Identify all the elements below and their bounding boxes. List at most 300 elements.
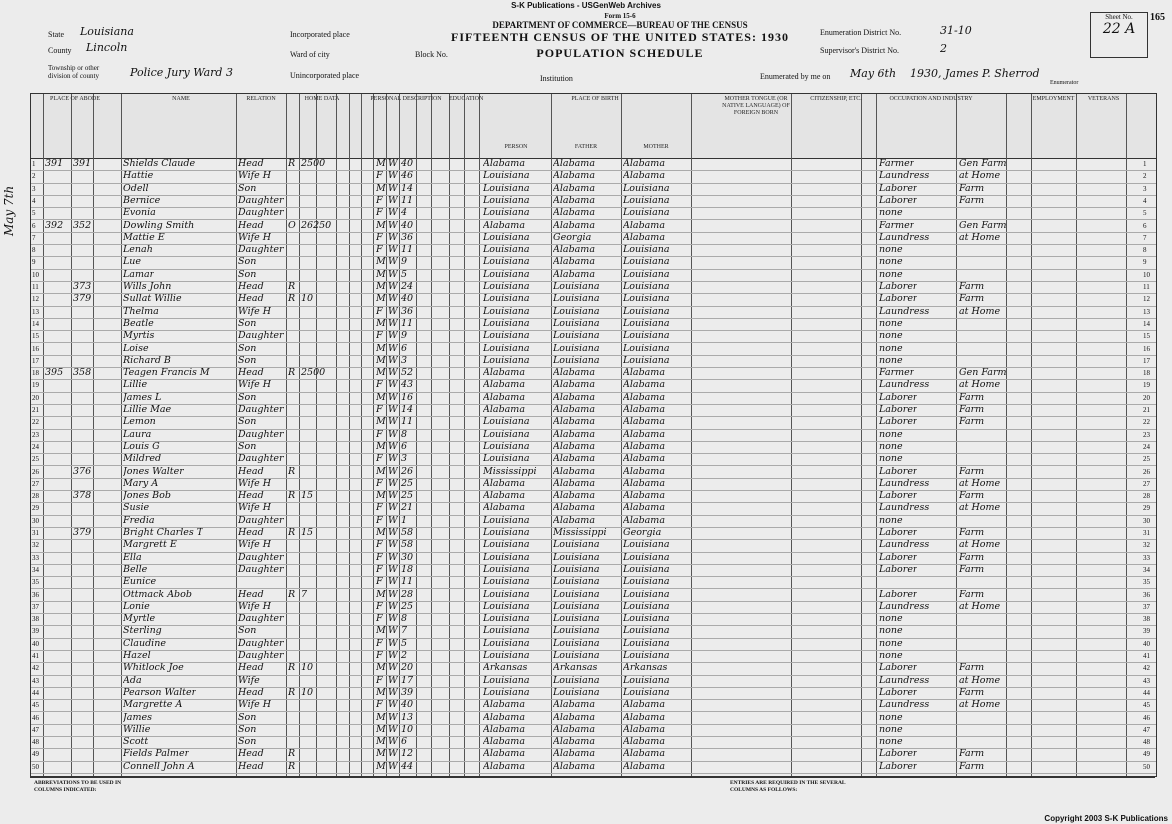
table-row [31, 675, 1156, 688]
race: W [388, 256, 398, 268]
occupation: Laborer [879, 686, 918, 698]
table-row [31, 244, 1156, 257]
line-number-right: 36 [1143, 590, 1150, 599]
line-number-right: 38 [1143, 615, 1150, 624]
sex: F [376, 539, 383, 551]
industry: Farm [959, 527, 985, 538]
age: 58 [401, 539, 414, 551]
table-row [31, 232, 1156, 245]
person-name: Margrette A [123, 699, 183, 711]
line-number: 43 [32, 676, 39, 685]
relation: Head [238, 588, 264, 600]
sex: F [376, 637, 383, 649]
age: 6 [401, 440, 408, 452]
relation: Son [238, 391, 257, 403]
occupation: Laborer [879, 588, 918, 600]
sex: M [376, 760, 386, 772]
line-number: 31 [32, 529, 39, 537]
age: 18 [401, 563, 414, 575]
sex: M [376, 748, 386, 760]
age: 7 [401, 625, 408, 637]
person-name: Fields Palmer [123, 748, 190, 760]
family-number: 379 [73, 293, 92, 305]
line-number-right: 28 [1143, 492, 1150, 501]
relation: Son [238, 736, 257, 748]
family-number: 376 [73, 465, 92, 477]
industry: Farm [959, 686, 985, 698]
person-name: Teagen Francis M [123, 367, 210, 379]
line-number: 16 [32, 344, 39, 353]
industry: Farm [959, 563, 985, 575]
birthplace-person: Louisiana [483, 416, 530, 428]
birthplace-father: Alabama [553, 379, 595, 391]
home-owned: R [288, 281, 296, 292]
industry: Farm [959, 490, 985, 502]
industry: Farm [959, 588, 985, 600]
person-name: Eunice [123, 576, 157, 588]
birthplace-mother: Louisiana [623, 244, 670, 256]
birthplace-father: Georgia [553, 231, 592, 243]
township-label: Township or other division of county [48, 64, 100, 80]
occupation: Laborer [879, 563, 918, 575]
age: 24 [401, 281, 414, 292]
county-label: County [48, 46, 72, 55]
table-row [31, 416, 1156, 429]
home-owned: R [288, 588, 296, 600]
home-value: 7 [301, 588, 308, 600]
birthplace-father: Louisiana [553, 674, 600, 686]
age: 12 [401, 748, 414, 760]
race: W [388, 600, 398, 612]
line-number: 32 [32, 541, 39, 550]
schedule-subtitle: POPULATION SCHEDULE [536, 46, 704, 60]
industry: Farm [959, 293, 985, 305]
home-value: 15 [301, 527, 314, 538]
birthplace-father: Alabama [553, 194, 595, 206]
age: 28 [401, 588, 414, 600]
enumerated-date: May 6th [850, 67, 897, 80]
relation: Wife H [238, 305, 272, 317]
industry: at Home [959, 231, 1001, 243]
birthplace-father: Louisiana [553, 637, 600, 649]
department: DEPARTMENT OF COMMERCE—BUREAU OF THE CENSUS [492, 20, 748, 30]
sex: F [376, 502, 383, 514]
relation: Head [238, 158, 264, 169]
home-owned: O [288, 219, 296, 231]
line-number: 27 [32, 479, 39, 488]
home-value: 26250 [301, 219, 332, 231]
relation: Son [238, 711, 257, 723]
age: 4 [401, 207, 408, 219]
occupation: none [879, 453, 903, 465]
industry: at Home [959, 305, 1001, 317]
race: W [388, 404, 398, 415]
relation: Son [238, 354, 257, 366]
line-number-right: 15 [1143, 332, 1150, 341]
age: 36 [401, 305, 414, 317]
sex: F [376, 674, 383, 686]
header-name: NAME [172, 96, 190, 102]
line-number: 47 [32, 725, 39, 734]
line-number: 22 [32, 418, 39, 427]
relation: Wife H [238, 600, 272, 612]
race: W [388, 465, 398, 477]
birthplace-father: Louisiana [553, 686, 600, 698]
enumeration-district-label: Enumeration District No. [820, 28, 902, 37]
birthplace-father: Alabama [553, 736, 595, 748]
occupation: Laundress [879, 699, 930, 711]
race: W [388, 391, 398, 403]
home-owned: R [288, 662, 296, 674]
person-name: Mary A [123, 477, 159, 489]
table-row [31, 539, 1156, 552]
birthplace-father: Louisiana [553, 613, 600, 625]
race: W [388, 514, 398, 526]
birthplace-person: Alabama [483, 760, 525, 772]
age: 8 [401, 613, 408, 625]
line-number: 39 [32, 627, 39, 636]
race: W [388, 613, 398, 625]
sex: M [376, 490, 386, 502]
home-owned: R [288, 760, 296, 772]
line-number-right: 35 [1143, 578, 1150, 587]
table-row [31, 293, 1156, 306]
table-row [31, 220, 1156, 233]
occupation: Laborer [879, 391, 918, 403]
table-row [31, 589, 1156, 602]
occupation: Laundress [879, 305, 930, 317]
line-number-right: 48 [1143, 738, 1150, 747]
person-name: Connell John A [123, 760, 195, 772]
age: 5 [401, 268, 408, 280]
race: W [388, 563, 398, 575]
sheet-value: 22 A [1102, 21, 1136, 37]
occupation: Laborer [879, 281, 918, 292]
unincorporated-label: Unincorporated place [290, 71, 360, 80]
race: W [388, 490, 398, 502]
birthplace-father: Alabama [553, 268, 595, 280]
age: 14 [401, 182, 414, 194]
birthplace-father: Louisiana [553, 293, 600, 305]
birthplace-person: Louisiana [483, 330, 530, 342]
relation: Daughter [238, 551, 284, 563]
birthplace-father: Arkansas [553, 662, 598, 674]
birthplace-father: Louisiana [553, 600, 600, 612]
home-owned: R [288, 490, 296, 502]
line-number-right: 42 [1143, 664, 1150, 673]
race: W [388, 158, 398, 169]
line-number-right: 37 [1143, 602, 1150, 611]
birthplace-person: Louisiana [483, 588, 530, 600]
birthplace-father: Alabama [553, 477, 595, 489]
sex: M [376, 219, 386, 231]
birthplace-father: Alabama [553, 723, 595, 735]
table-row [31, 207, 1156, 220]
relation: Son [238, 182, 257, 194]
sex: F [376, 551, 383, 563]
birthplace-person: Louisiana [483, 686, 530, 698]
relation: Wife H [238, 231, 272, 243]
home-owned: R [288, 527, 296, 538]
occupation: Farmer [879, 219, 915, 231]
industry: at Home [959, 379, 1001, 391]
birthplace-mother: Alabama [623, 748, 665, 760]
birthplace-person: Arkansas [483, 662, 528, 674]
copyright-notice: Copyright 2003 S-K Publications [1044, 814, 1168, 823]
birthplace-mother: Alabama [623, 404, 665, 415]
birthplace-father: Alabama [553, 158, 595, 169]
age: 58 [401, 527, 414, 538]
age: 14 [401, 404, 414, 415]
line-number-right: 19 [1143, 381, 1150, 390]
race: W [388, 527, 398, 538]
occupation: none [879, 342, 903, 354]
birthplace-person: Louisiana [483, 539, 530, 551]
relation: Wife H [238, 379, 272, 391]
birthplace-mother: Louisiana [623, 674, 670, 686]
relation: Wife [238, 674, 260, 686]
family-number: 379 [73, 527, 92, 538]
sex: M [376, 440, 386, 452]
birthplace-mother: Alabama [623, 219, 665, 231]
age: 30 [401, 551, 414, 563]
table-row [31, 392, 1156, 405]
occupation: Laundress [879, 231, 930, 243]
occupation: Laundress [879, 170, 930, 182]
birthplace-father: Louisiana [553, 281, 600, 292]
line-number-right: 47 [1143, 725, 1150, 734]
person-name: Lonie [123, 600, 150, 612]
line-number: 20 [32, 393, 39, 402]
line-number: 48 [32, 738, 39, 747]
birthplace-mother: Louisiana [623, 354, 670, 366]
line-number: 8 [32, 246, 36, 255]
line-number-right: 10 [1143, 270, 1150, 279]
county-value: Lincoln [86, 41, 128, 54]
relation: Head [238, 686, 264, 698]
age: 16 [401, 391, 414, 403]
line-number-right: 45 [1143, 701, 1150, 710]
birthplace-mother: Louisiana [623, 588, 670, 600]
line-number: 25 [32, 455, 39, 464]
sex: F [376, 207, 383, 219]
table-row [31, 429, 1156, 442]
table-row [31, 712, 1156, 725]
birthplace-mother: Georgia [623, 527, 662, 538]
birthplace-person: Alabama [483, 477, 525, 489]
line-number: 38 [32, 615, 39, 624]
birthplace-mother: Louisiana [623, 317, 670, 329]
line-number-right: 39 [1143, 627, 1150, 636]
occupation: none [879, 207, 903, 219]
birthplace-mother: Louisiana [623, 342, 670, 354]
line-number: 2 [32, 172, 36, 181]
person-name: Lillie Mae [123, 404, 172, 415]
sex: F [376, 650, 383, 661]
birthplace-mother: Louisiana [623, 686, 670, 698]
birthplace-mother: Louisiana [623, 256, 670, 268]
home-value: 10 [301, 293, 314, 305]
race: W [388, 748, 398, 760]
line-number-right: 46 [1143, 713, 1150, 722]
home-owned: R [288, 158, 296, 169]
race: W [388, 281, 398, 292]
race: W [388, 305, 398, 317]
sex: F [376, 613, 383, 625]
birthplace-father: Louisiana [553, 317, 600, 329]
person-name: James [123, 711, 152, 723]
birthplace-mother: Alabama [623, 391, 665, 403]
sex: F [376, 514, 383, 526]
line-number: 10 [32, 270, 39, 279]
relation: Daughter [238, 650, 284, 661]
home-owned: R [288, 465, 296, 477]
table-row [31, 638, 1156, 651]
table-row [31, 724, 1156, 737]
person-name: Jones Bob [123, 490, 171, 502]
sex: F [376, 428, 383, 440]
person-name: Wills John [123, 281, 172, 292]
relation: Wife H [238, 699, 272, 711]
header-employment: EMPLOYMENT [1032, 96, 1075, 102]
industry: Gen Farm [959, 158, 1007, 169]
line-number: 11 [32, 283, 39, 291]
line-number: 23 [32, 430, 39, 439]
race: W [388, 367, 398, 379]
age: 44 [401, 760, 414, 772]
occupation: Laborer [879, 662, 918, 674]
line-number-right: 18 [1143, 369, 1150, 378]
line-number: 17 [32, 356, 39, 365]
age: 11 [401, 576, 414, 588]
occupation: none [879, 317, 903, 329]
birthplace-mother: Alabama [623, 440, 665, 452]
family-number: 373 [73, 281, 92, 292]
birthplace-mother: Alabama [623, 490, 665, 502]
table-row [31, 478, 1156, 491]
occupation: none [879, 723, 903, 735]
race: W [388, 723, 398, 735]
birthplace-mother: Louisiana [623, 330, 670, 342]
relation: Head [238, 527, 264, 538]
birthplace-mother: Louisiana [623, 551, 670, 563]
birthplace-father: Alabama [553, 711, 595, 723]
relation: Son [238, 317, 257, 329]
birthplace-father: Louisiana [553, 625, 600, 637]
line-number-right: 44 [1143, 688, 1150, 697]
form-number: Form 15-6 [604, 12, 636, 20]
birthplace-mother: Alabama [623, 723, 665, 735]
line-number: 19 [32, 381, 39, 390]
occupation: none [879, 514, 903, 526]
occupation: Laundress [879, 477, 930, 489]
birthplace-father: Alabama [553, 256, 595, 268]
age: 21 [401, 502, 414, 514]
age: 17 [401, 674, 414, 686]
birthplace-father: Louisiana [553, 539, 600, 551]
relation: Daughter [238, 207, 284, 219]
person-name: Scott [123, 736, 149, 748]
industry: at Home [959, 170, 1001, 182]
occupation: none [879, 613, 903, 625]
occupation: Laundress [879, 674, 930, 686]
table-row [31, 306, 1156, 319]
line-number: 4 [32, 196, 36, 205]
person-name: Margrett E [123, 539, 177, 551]
person-name: Dowling Smith [123, 219, 195, 231]
age: 25 [401, 490, 414, 502]
race: W [388, 588, 398, 600]
person-name: Beatle [123, 317, 154, 329]
birthplace-father: Alabama [553, 699, 595, 711]
table-row [31, 453, 1156, 466]
birthplace-person: Louisiana [483, 342, 530, 354]
line-number: 6 [32, 221, 36, 230]
birthplace-person: Mississippi [483, 465, 537, 477]
person-name: Loise [123, 342, 149, 354]
person-name: Mildred [123, 453, 162, 465]
sex: M [376, 711, 386, 723]
occupation: Laundress [879, 600, 930, 612]
birthplace-person: Louisiana [483, 637, 530, 649]
person-name: Thelma [123, 305, 159, 317]
occupation: none [879, 428, 903, 440]
line-number: 26 [32, 467, 39, 476]
occupation: Laborer [879, 293, 918, 305]
race: W [388, 699, 398, 711]
line-number: 21 [32, 406, 39, 414]
sex: M [376, 158, 386, 169]
line-number-right: 4 [1143, 196, 1147, 205]
line-number-right: 49 [1143, 750, 1150, 759]
state-label: State [48, 30, 64, 39]
table-row [31, 515, 1156, 528]
line-number-right: 1 [1143, 160, 1147, 168]
relation: Head [238, 760, 264, 772]
sex: F [376, 194, 383, 206]
relation: Daughter [238, 428, 284, 440]
birthplace-mother: Alabama [623, 367, 665, 379]
birthplace-person: Louisiana [483, 170, 530, 182]
occupation: none [879, 625, 903, 637]
table-row [31, 613, 1156, 626]
header-place-of-birth: PLACE OF BIRTH [571, 96, 619, 102]
sex: M [376, 256, 386, 268]
relation: Son [238, 440, 257, 452]
line-number-right: 41 [1143, 652, 1150, 660]
person-name: Richard B [123, 354, 171, 366]
home-owned: R [288, 748, 296, 760]
race: W [388, 711, 398, 723]
birthplace-father: Alabama [553, 453, 595, 465]
person-name: Shields Claude [123, 158, 196, 169]
age: 6 [401, 342, 408, 354]
institution-label: Institution [540, 74, 573, 83]
birthplace-mother: Alabama [623, 760, 665, 772]
line-number: 24 [32, 442, 39, 451]
relation: Son [238, 625, 257, 637]
supervisor-district-label: Supervisor's District No. [820, 46, 899, 55]
enumeration-district-value: 31-10 [940, 24, 972, 37]
occupation: Laborer [879, 465, 918, 477]
birthplace-person: Alabama [483, 723, 525, 735]
sex: F [376, 453, 383, 465]
age: 1 [401, 514, 408, 526]
line-number: 33 [32, 553, 39, 562]
birthplace-mother: Alabama [623, 428, 665, 440]
age: 40 [401, 219, 414, 231]
birthplace-mother: Louisiana [623, 563, 670, 575]
